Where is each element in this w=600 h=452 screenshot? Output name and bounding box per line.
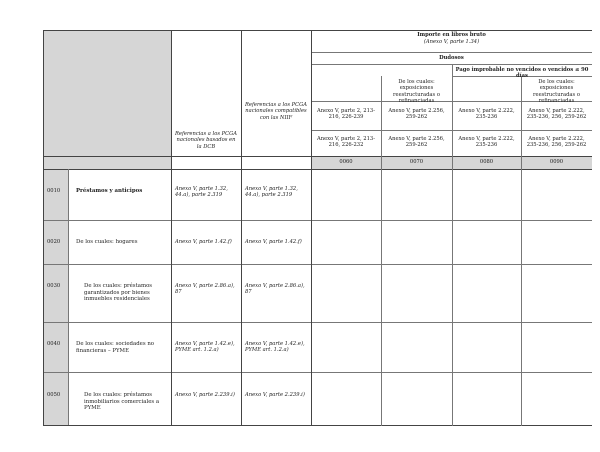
row-code: 0020 xyxy=(47,239,61,245)
row-ref-dcb: Anexo V, parte 1.32, 44.a), parte 2.319 xyxy=(175,186,228,199)
row-label: De los cuales: hogares xyxy=(76,239,138,245)
row-ref-niif: Anexo V, parte 1.32, 44.a), parte 2.319 xyxy=(245,186,298,199)
de-los-cuales-header-1: De los cuales: exposiciones reestructuradas o refinanciadas xyxy=(393,79,440,105)
row-ref-dcb: Anexo V, parte 2.86.a), 87 xyxy=(175,283,235,296)
row-code: 0050 xyxy=(47,392,61,398)
importe-title: Importe en libros bruto xyxy=(417,32,486,38)
column-code: 0090 xyxy=(549,159,564,165)
row-label: Préstamos y anticipos xyxy=(76,188,143,194)
row-code: 0040 xyxy=(47,341,61,347)
de-los-cuales-header-2: De los cuales: exposiciones reestructuradas o refinanciadas xyxy=(533,79,580,105)
column-code: 0060 xyxy=(339,159,353,165)
column-code: 0070 xyxy=(409,159,424,165)
row-ref-niif: Anexo V, parte 2.239.i) xyxy=(245,392,305,398)
ref2-col-0070: Anexo V, parte 2.256, 259-262 xyxy=(388,136,445,149)
row-ref-niif: Anexo V, parte 1.42.f) xyxy=(245,239,302,245)
ref-niif-header: Referencias a los PCGA nacionales compatibles con las NIIF xyxy=(244,102,307,121)
ref1-col-0090: Anexo V, parte 2.222, 235-236, 256, 259-262 xyxy=(526,108,587,121)
ref2-col-0060: Anexo V, parte 2, 213-216, 226-232 xyxy=(317,136,375,149)
ref1-col-0060: Anexo V, parte 2, 213-216, 226-239 xyxy=(317,108,375,121)
ref-dcb-header: Referencias a los PCGA nacionales basados en la DCB xyxy=(174,131,237,150)
row-ref-niif: Anexo V, parte 2.86.a), 87 xyxy=(245,283,305,296)
ref1-col-0070: Anexo V, parte 2.256, 259-262 xyxy=(388,108,445,121)
column-code: 0080 xyxy=(479,159,494,165)
pago-improbable-header: Pago improbable no vencidos o vencidos ≤ 90 días xyxy=(455,67,589,80)
row-code: 0030 xyxy=(47,283,61,289)
row-code: 0010 xyxy=(47,188,61,194)
dudosos-header: Dudosos xyxy=(439,55,464,61)
importe-subtitle: (Anexo V, parte 1.34) xyxy=(423,39,480,45)
row-ref-niif: Anexo V, parte 1.42.e), PYME art. 1.2.a) xyxy=(245,341,305,354)
ref2-col-0080: Anexo V, parte 2.222, 235-236 xyxy=(458,136,515,149)
row-ref-dcb: Anexo V, parte 1.42.e), PYME art. 1.2.a) xyxy=(175,341,235,354)
ref1-col-0080: Anexo V, parte 2.222, 235-236 xyxy=(458,108,515,121)
row-label: De los cuales: préstamos garantizados por bienes inmuebles residenciales xyxy=(84,283,153,303)
code-column-shade xyxy=(43,169,68,425)
header-shade-left xyxy=(43,30,171,169)
row-label: De los cuales: préstamos inmobiliarios comerciales a PYME xyxy=(84,392,160,412)
row-label: De los cuales: sociedades no financieras – PYME xyxy=(76,341,155,354)
ref2-col-0090: Anexo V, parte 2.222, 235-236, 256, 259-262 xyxy=(526,136,587,149)
row-ref-dcb: Anexo V, parte 1.42.f) xyxy=(175,239,232,245)
row-ref-dcb: Anexo V, parte 2.239.i) xyxy=(175,392,235,398)
